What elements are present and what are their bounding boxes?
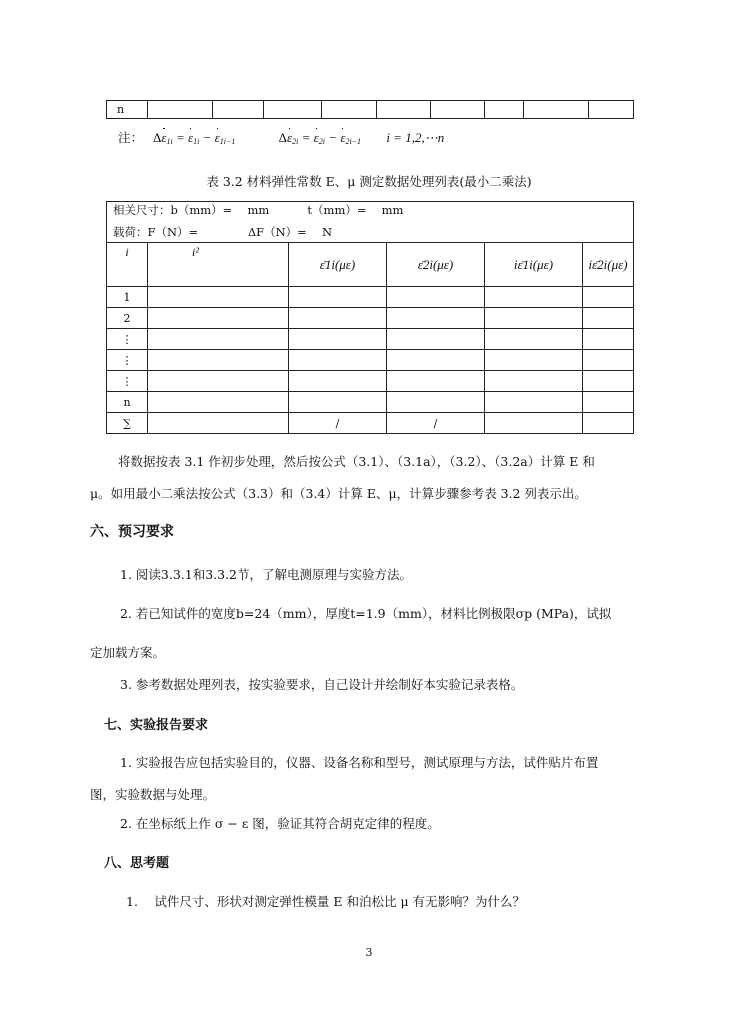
table-cell (583, 350, 634, 371)
formula-delta-eps2: $\Delta\varepsilon_{2i} = \varepsilon_{2i} - \varepsilon_{2i-1}$ (278, 130, 362, 146)
section-title-questions: 八、思考题 (104, 856, 170, 871)
table-cell (583, 392, 634, 413)
top-table-cell (213, 101, 264, 119)
table-caption: 表 3.2 材料弹性常数 E、μ 测定数据处理列表(最小二乘法) (206, 174, 532, 189)
table-cell (387, 329, 485, 350)
table-cell (485, 287, 583, 308)
table-cell (387, 371, 485, 392)
row-label: ⋮ (107, 329, 148, 350)
table-cell (289, 329, 387, 350)
top-table-cell (377, 101, 431, 119)
row-label: 2 (107, 308, 148, 329)
table-cell (289, 350, 387, 371)
table-cell (485, 413, 583, 434)
row-label: ⋮ (107, 371, 148, 392)
formula-index-range: i = 1,2,⋯n (386, 130, 445, 145)
question-item-1: 1. 试件尺寸、形状对测定弹性模量 E 和泊松比 μ 有无影响？为什么？ (126, 894, 526, 909)
top-table-cell (148, 101, 213, 119)
header-i: i (107, 243, 148, 287)
table-cell (583, 371, 634, 392)
table-cell (148, 287, 289, 308)
table-cell (387, 287, 485, 308)
top-table-cell (524, 101, 589, 119)
row-label-sum: ∑ (107, 413, 148, 434)
table-cell (387, 392, 485, 413)
header-i-squared: i² (148, 243, 289, 287)
dims-cell (107, 202, 634, 224)
table-cell (387, 350, 485, 371)
header-i-eps2: iε̄2i(με) (583, 243, 634, 287)
paragraph-line: 将数据按表 3.1 作初步处理，然后按公式（3.1）、（3.1a），（3.2）、（3.2a）计算 E 和 (118, 454, 595, 469)
section-title-preview: 六、预习要求 (90, 524, 174, 540)
slash-cell: / (387, 413, 485, 434)
table-cell (485, 350, 583, 371)
note-label: 注： (118, 130, 144, 145)
dims-line: 相关尺寸：b（mm）= mm t（mm）= mm (113, 203, 404, 217)
table-cell (148, 329, 289, 350)
header-eps2: ε̄2i(με) (387, 243, 485, 287)
top-table (106, 100, 634, 119)
top-table-cell (431, 101, 485, 119)
table-cell (289, 371, 387, 392)
top-table-cell-n: n (107, 101, 148, 119)
table-cell (485, 371, 583, 392)
table-cell (289, 392, 387, 413)
table-cell (289, 308, 387, 329)
section-title-report: 七、实验报告要求 (104, 718, 209, 733)
preview-item-1: 1. 阅读3.3.1和3.3.2节，了解电测原理与实验方法。 (120, 567, 413, 582)
top-table-cell (589, 101, 634, 119)
table-cell (387, 308, 485, 329)
preview-item-2-cont: 定加载方案。 (90, 645, 166, 660)
report-item-1: 1. 实验报告应包括实验目的，仪器、设备名称和型号，测试原理与方法，试件贴片布置 (120, 755, 599, 770)
top-table-cell (264, 101, 322, 119)
table-cell (148, 392, 289, 413)
preview-item-3: 3. 参考数据处理列表，按实验要求，自己设计并绘制好本实验记录表格。 (120, 677, 524, 692)
table-cell (148, 308, 289, 329)
note-line (118, 128, 638, 152)
header-i-eps1: iε̄1i(με) (485, 243, 583, 287)
page-number: 3 (365, 946, 373, 959)
header-eps1: ε̄1i(με) (289, 243, 387, 287)
row-label: ⋮ (107, 350, 148, 371)
table-cell (583, 308, 634, 329)
table-cell (148, 413, 289, 434)
top-table-cell (322, 101, 377, 119)
table-cell (148, 371, 289, 392)
table-cell (583, 413, 634, 434)
table-cell (583, 287, 634, 308)
table-cell (485, 308, 583, 329)
table-cell (485, 392, 583, 413)
paragraph-line: μ。如用最小二乘法按公式（3.3）和（3.4）计算 E、μ，计算步骤参考表 3.2 列表示出。 (90, 486, 587, 501)
top-table-cell (485, 101, 524, 119)
report-item-1-cont: 图，实验数据与处理。 (90, 787, 216, 802)
preview-item-2: 2. 若已知试件的宽度b=24（mm），厚度t=1.9（mm），材料比例极限σp (MPa)，试拟 (120, 606, 612, 621)
report-item-2: 2. 在坐标纸上作 σ − ε 图，验证其符合胡克定律的程度。 (120, 816, 440, 831)
slash-cell: / (289, 413, 387, 434)
row-label: n (107, 392, 148, 413)
table-cell (583, 329, 634, 350)
row-label: 1 (107, 287, 148, 308)
data-table (106, 201, 634, 434)
load-line: 载荷：F（N）= ΔF（N）= N (113, 224, 333, 239)
table-cell (289, 287, 387, 308)
formula-delta-eps1: $\Delta\varepsilon_{1i} = \varepsilon_{1i} - \varepsilon_{1i-1}$ (153, 130, 236, 146)
table-cell (485, 329, 583, 350)
table-cell (148, 350, 289, 371)
load-cell (107, 224, 634, 243)
